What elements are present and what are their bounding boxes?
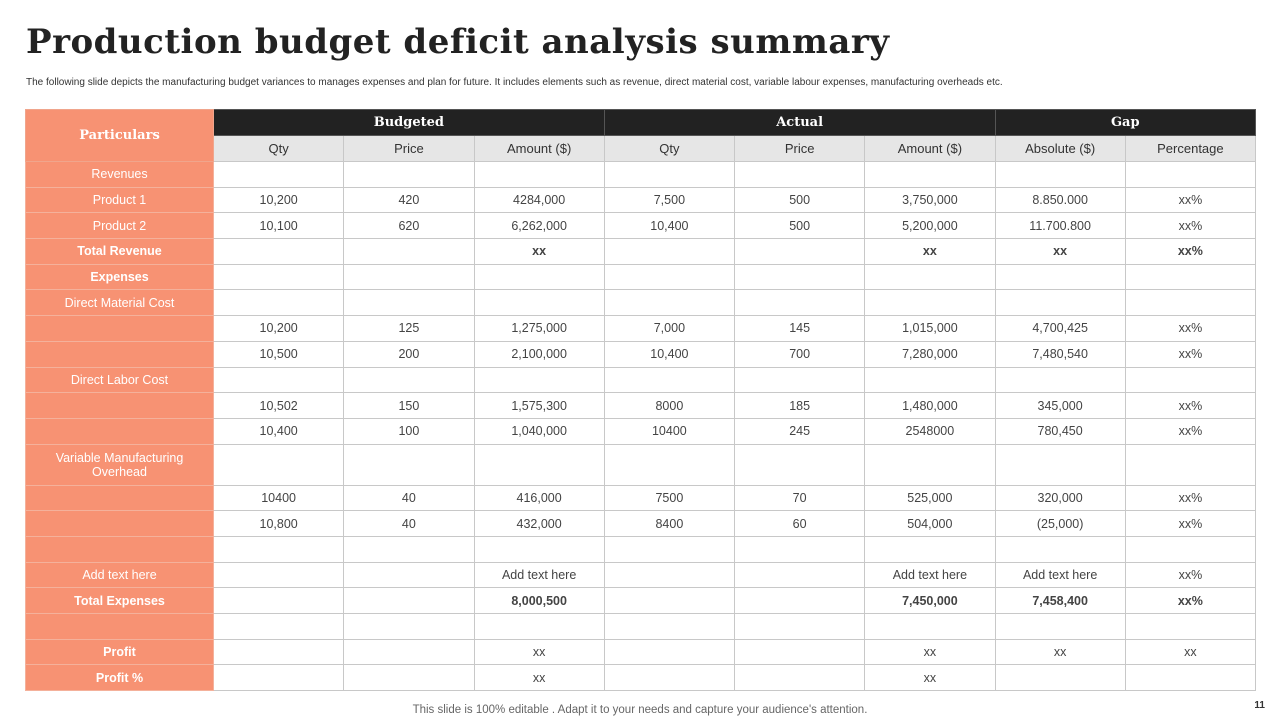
table-cell [1125,536,1255,562]
page-number: 11 [1254,700,1265,711]
table-cell: 245 [735,418,865,444]
table-cell [344,367,474,393]
column-header: Qty [214,136,344,162]
table-cell [214,536,344,562]
table-cell [344,536,474,562]
table-cell: 10,400 [214,418,344,444]
table-cell [865,536,995,562]
row-label: Add text here [26,562,214,588]
table-cell: xx% [1125,562,1255,588]
table-cell [214,639,344,665]
table-cell [1125,367,1255,393]
table-cell [344,264,474,290]
table-cell [1125,290,1255,316]
table-cell [214,665,344,691]
column-header: Price [344,136,474,162]
table-cell: 345,000 [995,393,1125,419]
subtitle: The following slide depicts the manufacturing budget variances to manages expenses and plan for future. It includes elements such as revenue, direct material cost, variable labour expenses, manufacturing overheads etc. [26,77,1003,88]
table-cell [344,444,474,485]
table-row [26,665,1256,691]
table-cell [604,162,734,188]
table-cell: 7,480,540 [995,341,1125,367]
table-cell [1125,665,1255,691]
table-cell [1125,444,1255,485]
table-row [26,485,1256,511]
row-label: Revenues [26,162,214,188]
row-label [26,511,214,537]
table-cell: 10400 [214,485,344,511]
row-label: Profit % [26,665,214,691]
group-header-gap: Gap [995,110,1256,136]
table-row [26,341,1256,367]
table-cell [604,665,734,691]
table-cell: xx% [1125,588,1255,614]
table-cell: 8.850.000 [995,187,1125,213]
table-cell: xx [474,639,604,665]
table-cell [1125,614,1255,640]
table-cell: 70 [735,485,865,511]
row-label: Expenses [26,264,214,290]
table-row [26,639,1256,665]
row-label: Profit [26,639,214,665]
table-row [26,213,1256,239]
table-cell: 2,100,000 [474,341,604,367]
group-header-budgeted: Budgeted [214,110,605,136]
table-cell [604,444,734,485]
table-cell [214,444,344,485]
table-cell: 185 [735,393,865,419]
column-header: Qty [604,136,734,162]
table-row [26,187,1256,213]
group-header-actual: Actual [604,110,995,136]
table-row [26,290,1256,316]
table-cell: 8400 [604,511,734,537]
table-cell: xx [1125,639,1255,665]
table-cell: 7500 [604,485,734,511]
table-cell [865,162,995,188]
table-cell [735,162,865,188]
table-cell [1125,264,1255,290]
page-title: Production budget deficit analysis summary [26,22,890,62]
column-header: Amount ($) [474,136,604,162]
table-cell [214,162,344,188]
column-header: Absolute ($) [995,136,1125,162]
table-cell: 40 [344,485,474,511]
table-cell: 40 [344,511,474,537]
table-cell: xx [865,239,995,265]
table-cell: 11.700.800 [995,213,1125,239]
table-cell [214,588,344,614]
table-cell [474,162,604,188]
table-cell [474,367,604,393]
table-cell [995,536,1125,562]
table-cell [735,444,865,485]
table-cell [735,536,865,562]
table-cell [214,264,344,290]
table-row [26,264,1256,290]
table-cell: 320,000 [995,485,1125,511]
table-cell [344,290,474,316]
table-row [26,239,1256,265]
table-row [26,367,1256,393]
footer-text: This slide is 100% editable . Adapt it to your needs and capture your audience's attention. [412,704,868,716]
table-row [26,536,1256,562]
table-cell: xx% [1125,341,1255,367]
table-cell [735,639,865,665]
table-cell [474,264,604,290]
table-cell: 525,000 [865,485,995,511]
table-cell: xx% [1125,187,1255,213]
table-row [26,588,1256,614]
row-label [26,614,214,640]
table-cell [995,290,1125,316]
column-header: Price [735,136,865,162]
table-cell: 150 [344,393,474,419]
table-cell: 620 [344,213,474,239]
table-cell [344,639,474,665]
table-cell: 60 [735,511,865,537]
table-cell [995,162,1125,188]
table-cell: 8,000,500 [474,588,604,614]
table-cell [995,614,1125,640]
table-cell: xx% [1125,239,1255,265]
table-cell: 780,450 [995,418,1125,444]
row-label [26,341,214,367]
table-cell: xx [995,639,1125,665]
table-cell [995,665,1125,691]
table-cell [604,536,734,562]
table-cell [344,665,474,691]
table-cell: 7,500 [604,187,734,213]
table-cell [214,367,344,393]
table-cell [1125,162,1255,188]
table-cell: 1,480,000 [865,393,995,419]
table-cell [865,614,995,640]
table-cell: 416,000 [474,485,604,511]
table-cell: 3,750,000 [865,187,995,213]
table-cell: xx [865,639,995,665]
table-cell [865,290,995,316]
table-cell: 10400 [604,418,734,444]
table-cell [214,239,344,265]
table-cell: xx% [1125,393,1255,419]
column-header: Percentage [1125,136,1255,162]
table-cell: 432,000 [474,511,604,537]
table-cell: xx [474,239,604,265]
table-cell [735,367,865,393]
table-cell: xx [995,239,1125,265]
table-cell: 4,700,425 [995,316,1125,342]
table-cell [865,367,995,393]
table-cell [214,562,344,588]
table-cell: 10,500 [214,341,344,367]
row-label: Direct Material Cost [26,290,214,316]
table-row [26,511,1256,537]
table-cell: 10,200 [214,187,344,213]
table-cell [995,264,1125,290]
table-cell [735,588,865,614]
table-cell [604,588,734,614]
table-row [26,162,1256,188]
table-cell [735,614,865,640]
table-cell [735,239,865,265]
table-cell: xx% [1125,316,1255,342]
table-cell [735,264,865,290]
table-cell: 1,015,000 [865,316,995,342]
table-row [26,316,1256,342]
row-label [26,418,214,444]
table-cell [604,367,734,393]
row-label: Total Revenue [26,239,214,265]
table-cell [344,162,474,188]
row-label [26,536,214,562]
table-cell [995,444,1125,485]
table-cell: 5,200,000 [865,213,995,239]
table-cell [865,444,995,485]
table-cell: xx [865,665,995,691]
table-cell: 10,400 [604,341,734,367]
table-cell [735,562,865,588]
table-cell: 125 [344,316,474,342]
table-row [26,444,1256,485]
table-cell: 2548000 [865,418,995,444]
table-cell: 1,575,300 [474,393,604,419]
table-cell [604,239,734,265]
table-cell: 7,450,000 [865,588,995,614]
column-header: Amount ($) [865,136,995,162]
table-cell: xx% [1125,418,1255,444]
table-cell: (25,000) [995,511,1125,537]
table-cell: 7,000 [604,316,734,342]
table-cell: 10,200 [214,316,344,342]
table-cell [735,290,865,316]
table-cell [474,290,604,316]
row-label [26,393,214,419]
table-cell [214,614,344,640]
table-row [26,614,1256,640]
table-cell [474,444,604,485]
row-label: Product 1 [26,187,214,213]
table-cell [604,639,734,665]
table-cell: 420 [344,187,474,213]
table-cell [604,290,734,316]
table-cell: 4284,000 [474,187,604,213]
row-label: Product 2 [26,213,214,239]
table-cell: xx [474,665,604,691]
table-cell [344,588,474,614]
table-cell: 1,275,000 [474,316,604,342]
table-row [26,562,1256,588]
budget-table [25,109,1256,691]
table-cell [604,614,734,640]
table-cell: 100 [344,418,474,444]
row-label: Variable Manufacturing Overhead [26,444,214,485]
table-cell: 7,280,000 [865,341,995,367]
row-label: Total Expenses [26,588,214,614]
table-cell [735,665,865,691]
table-cell: 504,000 [865,511,995,537]
table-cell: xx% [1125,511,1255,537]
table-cell: 10,400 [604,213,734,239]
table-cell: 500 [735,213,865,239]
table-cell: 200 [344,341,474,367]
table-cell [344,562,474,588]
row-label [26,316,214,342]
table-row [26,393,1256,419]
table-cell: 6,262,000 [474,213,604,239]
table-cell: Add text here [474,562,604,588]
table-cell [474,614,604,640]
table-cell [604,264,734,290]
table-cell: 10,502 [214,393,344,419]
table-cell: 7,458,400 [995,588,1125,614]
table-cell [344,239,474,265]
row-label [26,485,214,511]
table-cell [474,536,604,562]
table-cell: 1,040,000 [474,418,604,444]
table-cell: 10,100 [214,213,344,239]
table-cell [214,290,344,316]
table-cell [995,367,1125,393]
table-cell: Add text here [865,562,995,588]
row-label: Direct Labor Cost [26,367,214,393]
table-cell: 145 [735,316,865,342]
table-cell: 700 [735,341,865,367]
table-cell [865,264,995,290]
table-cell [344,614,474,640]
table-cell: xx% [1125,213,1255,239]
table-cell: xx% [1125,485,1255,511]
table-cell: 8000 [604,393,734,419]
table-cell [604,562,734,588]
table-row [26,418,1256,444]
table-cell: 10,800 [214,511,344,537]
table-cell: Add text here [995,562,1125,588]
particulars-header: Particulars [26,110,214,162]
table-cell: 500 [735,187,865,213]
